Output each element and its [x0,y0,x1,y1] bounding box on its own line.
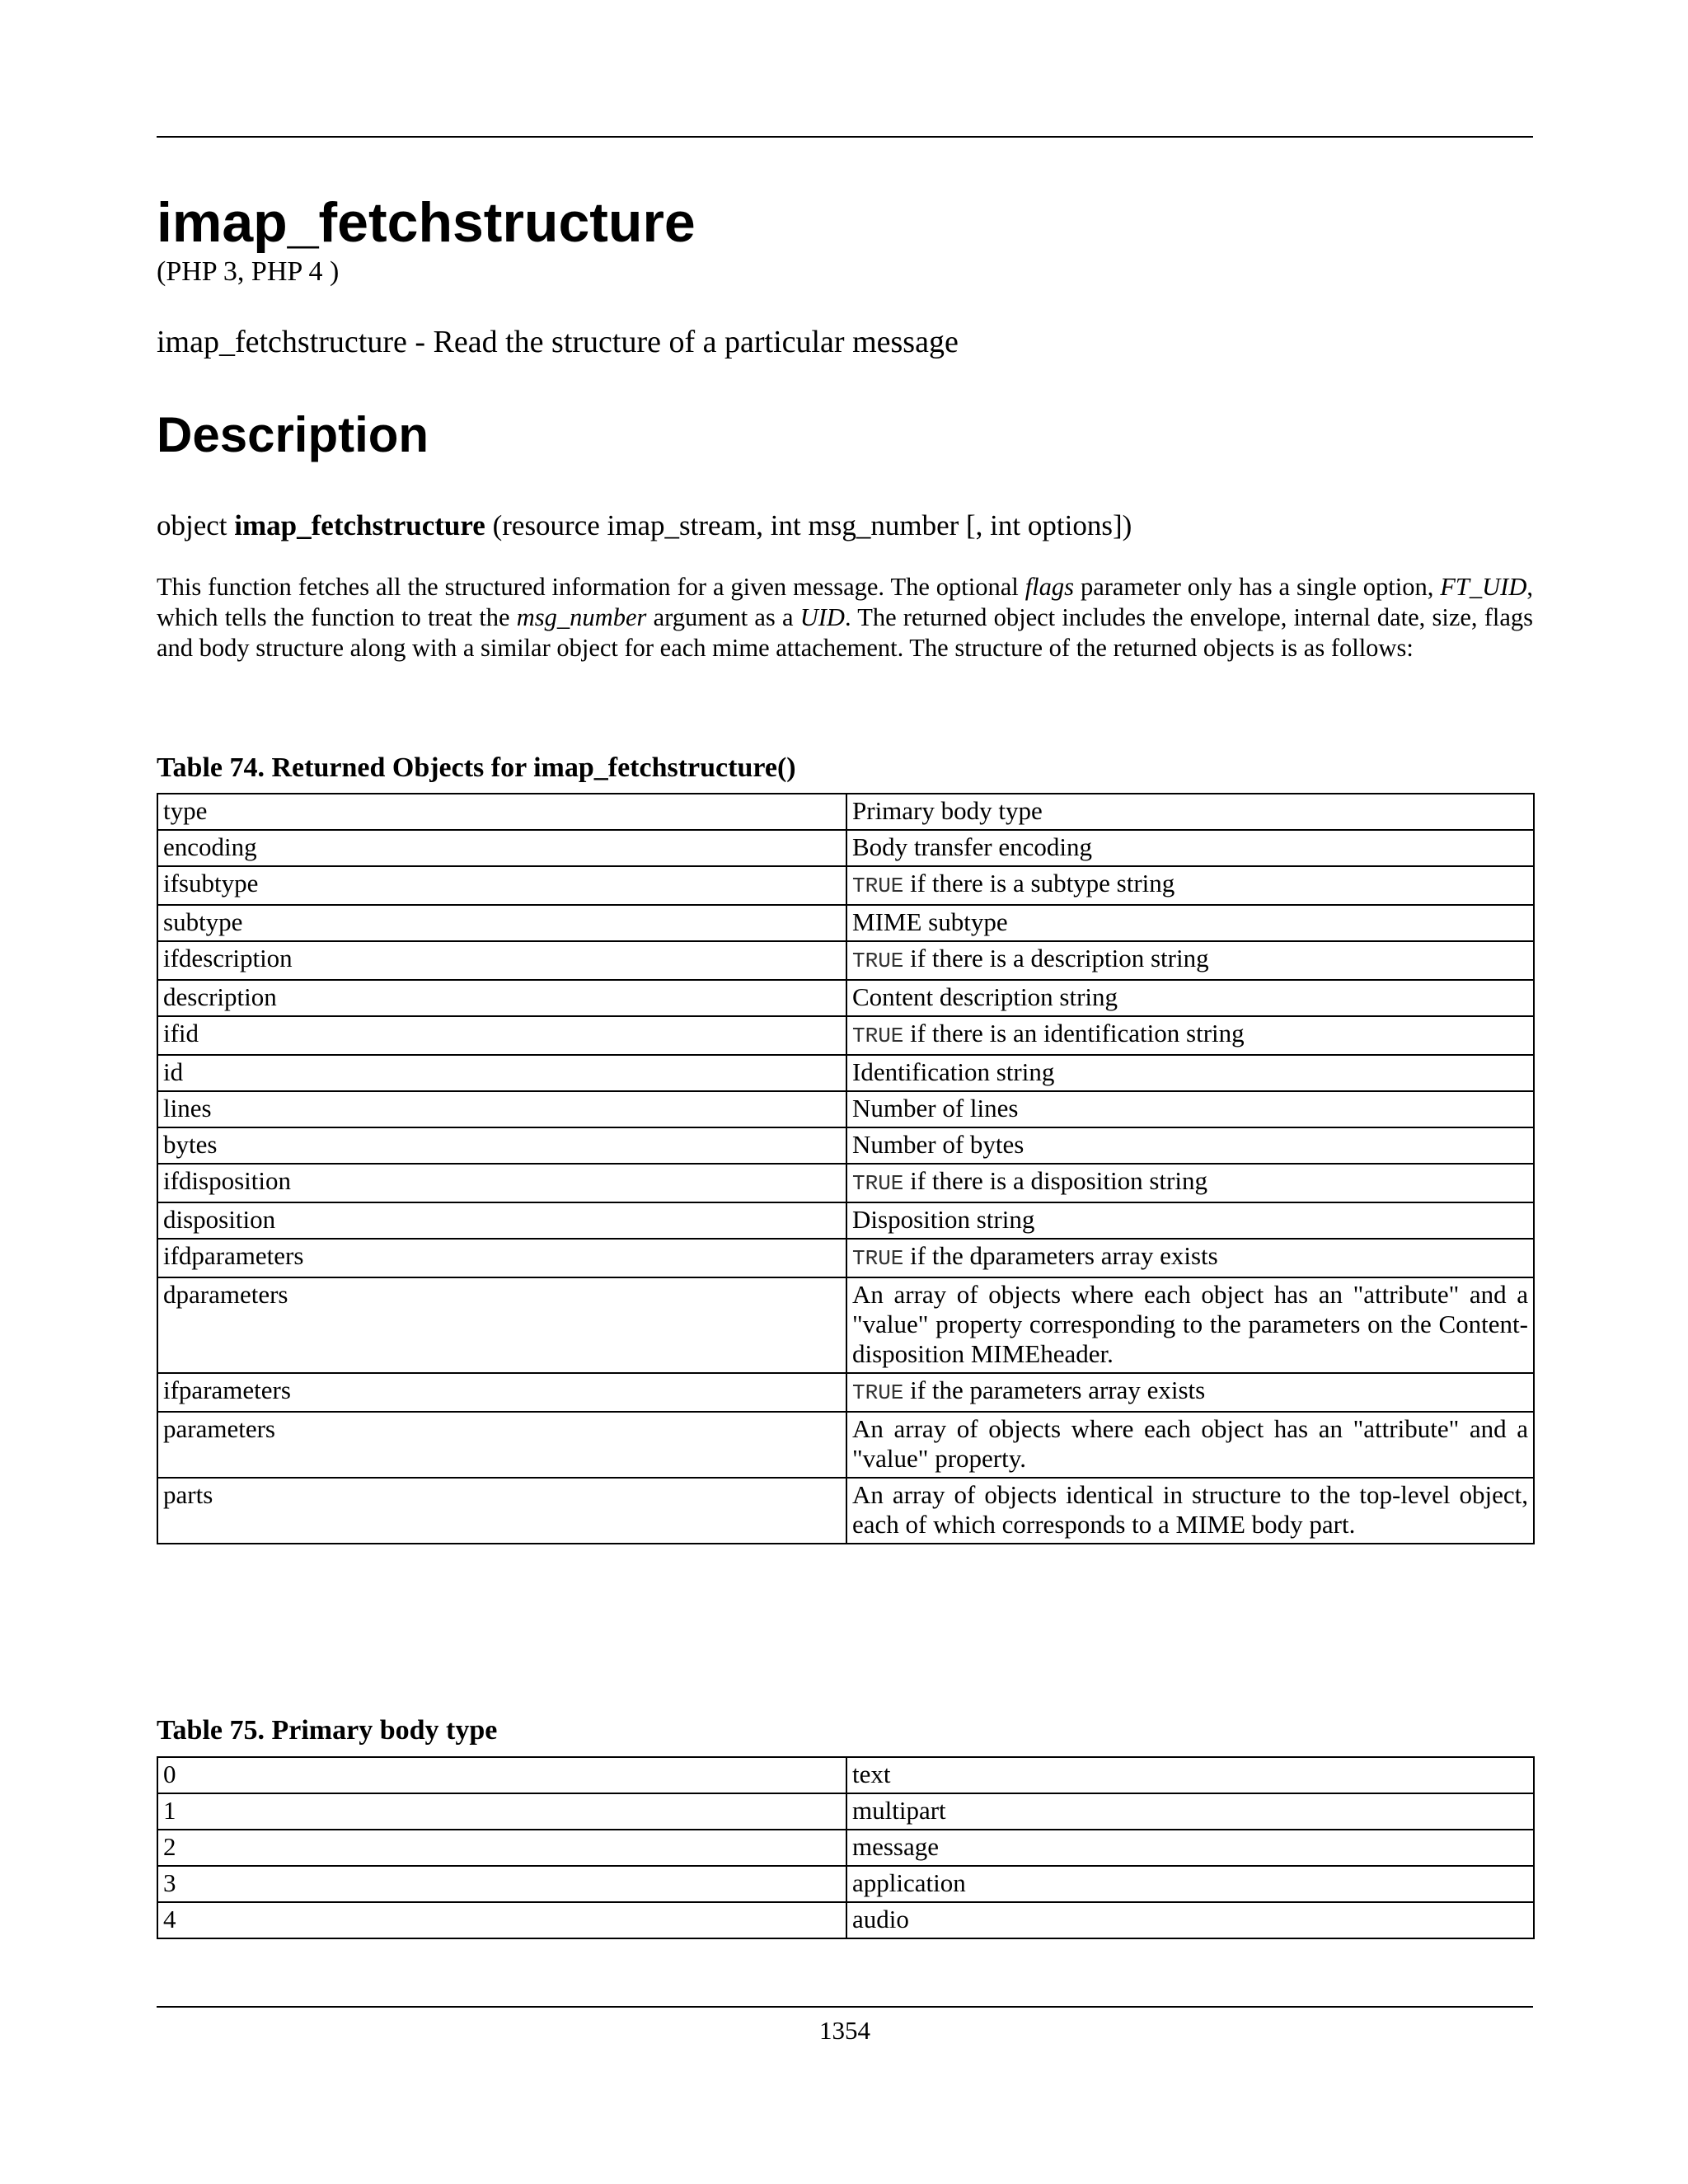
row-key: bytes [157,1127,846,1164]
table-row [157,1373,1534,1412]
table-row [157,1478,1534,1544]
description-text: Body transfer encoding [852,832,1092,861]
row-description [846,1202,1534,1239]
ft-uid-term: FT_UID [1440,573,1527,601]
top-rule [157,136,1533,138]
description-text: Primary body type [852,796,1043,825]
row-description [846,830,1534,866]
table-row [157,1830,1534,1866]
table-row [157,980,1534,1016]
description-text: text [852,1760,891,1788]
row-key: ifsubtype [157,866,846,905]
description-text: audio [852,1905,909,1933]
table-row [157,1091,1534,1127]
table-row [157,1757,1534,1793]
row-description [846,1830,1534,1866]
description-text: message [852,1832,940,1861]
row-key: ifdparameters [157,1239,846,1277]
table-row [157,1866,1534,1902]
description-text: An array of objects where each object has an "attribute" and a "value" property corresponding to the parameters on the Content-disposition MIMEheader. [852,1280,1535,1368]
description-text: if there is a description string [903,944,1209,972]
row-description [846,1902,1534,1938]
row-description [846,1091,1534,1127]
return-type: object [157,509,227,541]
row-key: 0 [157,1757,846,1793]
table-row [157,1127,1534,1164]
description-text: An array of objects identical in structure to the top-level object, each of which corresponds to a MIME body part. [852,1480,1535,1539]
description-text: Identification string [852,1057,1055,1086]
row-key: 4 [157,1902,846,1938]
description-heading: Description [157,407,429,462]
row-description [846,980,1534,1016]
description-text: MIME subtype [852,907,1008,936]
para-text-3: , which tells the function to treat the [157,573,1533,631]
table-row [157,794,1534,830]
signature-params: (resource imap_stream, int msg_number [, int options]) [492,509,1132,541]
table-row [157,830,1534,866]
table-74-caption: Table 74. Returned Objects for imap_fetchstructure() [157,752,796,783]
description-text: if the parameters array exists [903,1376,1206,1404]
description-text: Disposition string [852,1205,1035,1234]
description-text: if the dparameters array exists [903,1241,1218,1270]
row-key: 3 [157,1866,846,1902]
description-text: Content description string [852,982,1118,1011]
description-text: An array of objects where each object has an "attribute" and a "value" property. [852,1414,1535,1473]
description-text: application [852,1868,966,1897]
row-key: description [157,980,846,1016]
returned-objects-table [157,793,1535,1544]
true-constant: TRUE [852,1171,904,1196]
primary-body-type-table [157,1756,1535,1939]
para-text-1: This function fetches all the structured information for a given message. The optional [157,573,1025,601]
description-text: multipart [852,1796,946,1825]
table-row [157,1793,1534,1830]
row-description [846,1478,1534,1544]
row-description [846,1373,1534,1412]
para-text-2: parameter only has a single option, [1074,573,1441,601]
table-row [157,1239,1534,1277]
bottom-rule [157,2006,1533,2008]
row-key: ifdescription [157,941,846,980]
para-text-4: argument as a [646,603,800,631]
row-key: dparameters [157,1277,846,1373]
row-description [846,1866,1534,1902]
row-key: parameters [157,1412,846,1478]
row-key: subtype [157,905,846,941]
table-row [157,941,1534,980]
flags-term: flags [1025,573,1075,601]
true-constant: TRUE [852,1246,904,1271]
page-number: 1354 [819,2016,870,2045]
row-key: ifid [157,1016,846,1055]
uid-term: UID [799,603,845,631]
row-key: type [157,794,846,830]
row-description [846,1016,1534,1055]
table-row [157,866,1534,905]
row-description [846,1412,1534,1478]
row-description [846,1127,1534,1164]
description-text: if there is a subtype string [903,869,1175,898]
table-row [157,1412,1534,1478]
row-key: 1 [157,1793,846,1830]
description-text: if there is a disposition string [903,1166,1207,1195]
function-title: imap_fetchstructure [157,191,696,254]
row-description [846,1277,1534,1373]
true-constant: TRUE [852,874,904,898]
table-row [157,905,1534,941]
row-key: 2 [157,1830,846,1866]
table-row [157,1202,1534,1239]
table-row [157,1902,1534,1938]
signature-name: imap_fetchstructure [234,509,485,541]
row-description [846,1239,1534,1277]
row-description [846,905,1534,941]
row-key: disposition [157,1202,846,1239]
function-purpose: imap_fetchstructure - Read the structure of a particular message [157,325,959,359]
true-constant: TRUE [852,1024,904,1048]
row-description [846,1164,1534,1202]
true-constant: TRUE [852,949,904,973]
version-info: (PHP 3, PHP 4 ) [157,256,340,287]
row-key: ifdisposition [157,1164,846,1202]
description-text: if there is an identification string [903,1019,1245,1047]
row-key: parts [157,1478,846,1544]
table-row [157,1016,1534,1055]
function-signature [157,508,1132,544]
row-description [846,794,1534,830]
row-key: lines [157,1091,846,1127]
table-row [157,1055,1534,1091]
para-text-5: . The returned object includes the envelope, internal date, size, flags and body structure along with a similar object for each mime attachement. The structure of the returned objects is as follows: [157,603,1533,662]
msg-number-term: msg_number [516,603,647,631]
row-description [846,1055,1534,1091]
row-key: id [157,1055,846,1091]
table-75-caption: Table 75. Primary body type [157,1715,498,1746]
row-key: ifparameters [157,1373,846,1412]
description-paragraph [157,572,1533,663]
row-description [846,1757,1534,1793]
row-description [846,1793,1534,1830]
true-constant: TRUE [852,1380,904,1405]
table-row [157,1277,1534,1373]
description-text: Number of lines [852,1094,1019,1122]
row-key: encoding [157,830,846,866]
row-description [846,941,1534,980]
description-text: Number of bytes [852,1130,1025,1159]
table-row [157,1164,1534,1202]
row-description [846,866,1534,905]
